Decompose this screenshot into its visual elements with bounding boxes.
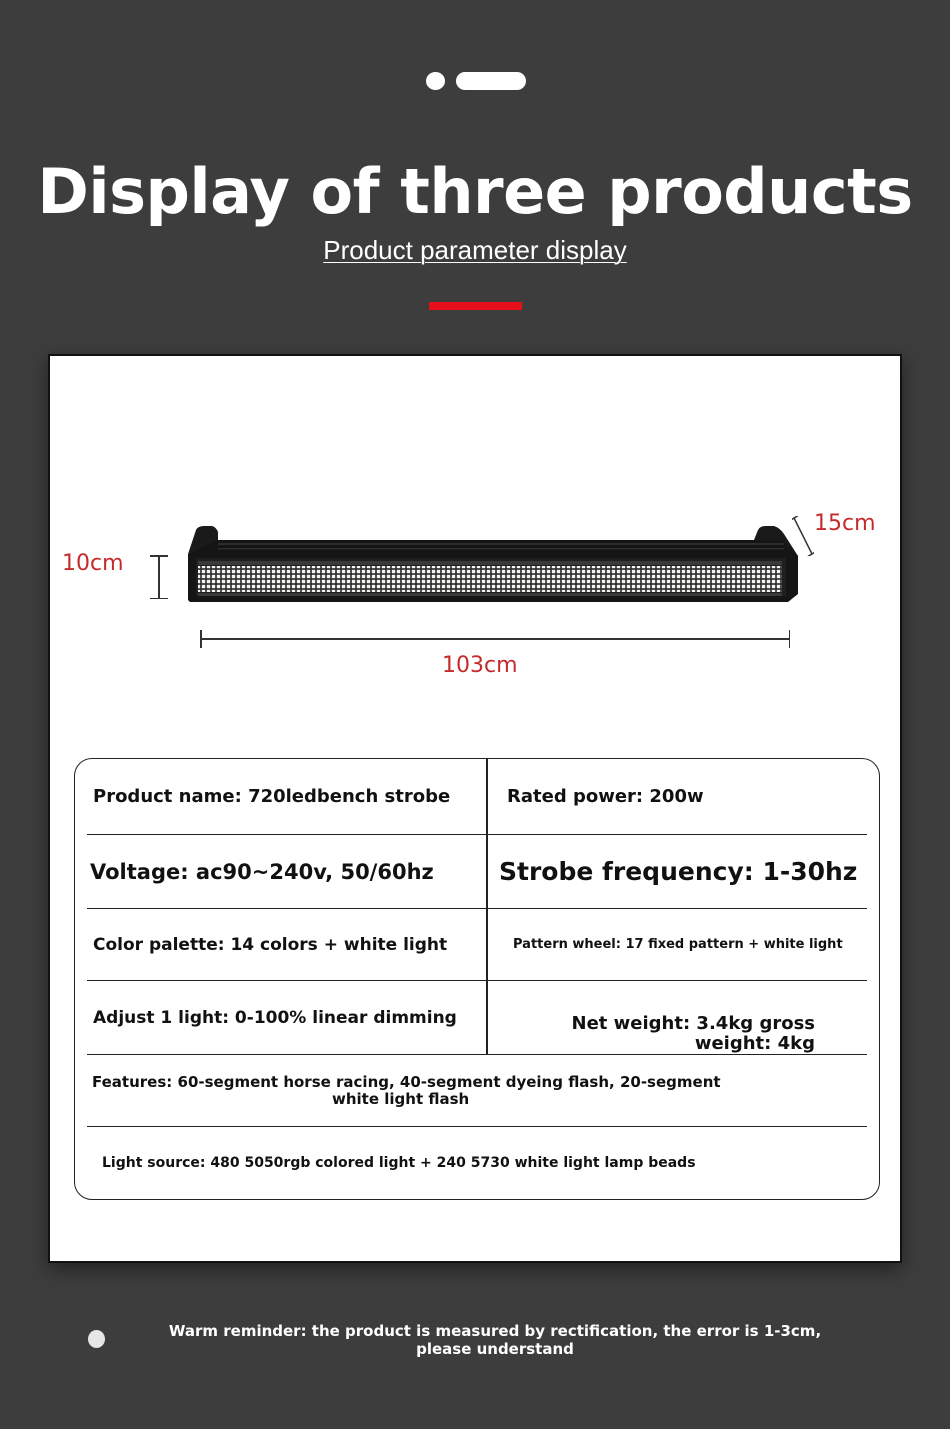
product-card [48, 354, 902, 1263]
spec-features-line1: Features: 60-segment horse racing, 40-segment dyeing flash, 20-segment [92, 1072, 721, 1091]
spec-row [87, 759, 867, 835]
bullet-dot-icon [88, 1330, 105, 1348]
spec-light-source: Light source: 480 5050rgb colored light + 240 5730 white light lamp beads [102, 1155, 696, 1171]
spec-rated-power: Rated power: 200w [507, 786, 704, 807]
spec-features [92, 1055, 792, 1126]
spec-row [87, 1055, 867, 1127]
product-image-area [50, 356, 900, 736]
page-title: Display of three products [37, 155, 913, 228]
spec-weight-line1: Net weight: 3.4kg gross [571, 1013, 815, 1034]
spec-row [87, 909, 867, 981]
length-dimension-bracket-icon [200, 630, 790, 648]
spec-row [87, 981, 867, 1055]
spec-row [87, 835, 867, 909]
spec-row [87, 1127, 867, 1199]
length-dimension-label: 103cm [442, 653, 518, 678]
spec-weight [507, 981, 867, 1054]
height-dimension-label: 10cm [62, 551, 124, 576]
depth-dimension-bracket-icon [792, 516, 814, 556]
subtitle-text: Product parameter display [323, 235, 627, 265]
spec-dimming: Adjust 1 light: 0-100% linear dimming [93, 1007, 457, 1028]
depth-dimension-label: 15cm [814, 511, 876, 536]
spec-table [74, 758, 880, 1200]
page-subtitle [0, 232, 950, 268]
indicator-pill-icon [456, 72, 526, 90]
spec-weight-line2: weight: 4kg [694, 1033, 815, 1054]
spec-pattern-wheel: Pattern wheel: 17 fixed pattern + white light [513, 937, 843, 952]
spec-color-palette: Color palette: 14 colors + white light [93, 934, 448, 955]
spec-strobe-frequency: Strobe frequency: 1-30hz [499, 857, 858, 886]
warm-reminder-text: Warm reminder: the product is measured by rectification, the error is 1-3cm, please understand [168, 1322, 822, 1358]
indicator-dot-icon [426, 72, 445, 90]
spec-product-name: Product name: 720ledbench strobe [93, 786, 451, 807]
height-dimension-bracket-icon [150, 555, 168, 599]
spec-voltage: Voltage: ac90~240v, 50/60hz [90, 859, 434, 884]
led-strobe-bar-image [186, 524, 800, 604]
spec-features-line2: white light flash [332, 1089, 470, 1108]
accent-divider [429, 302, 522, 310]
